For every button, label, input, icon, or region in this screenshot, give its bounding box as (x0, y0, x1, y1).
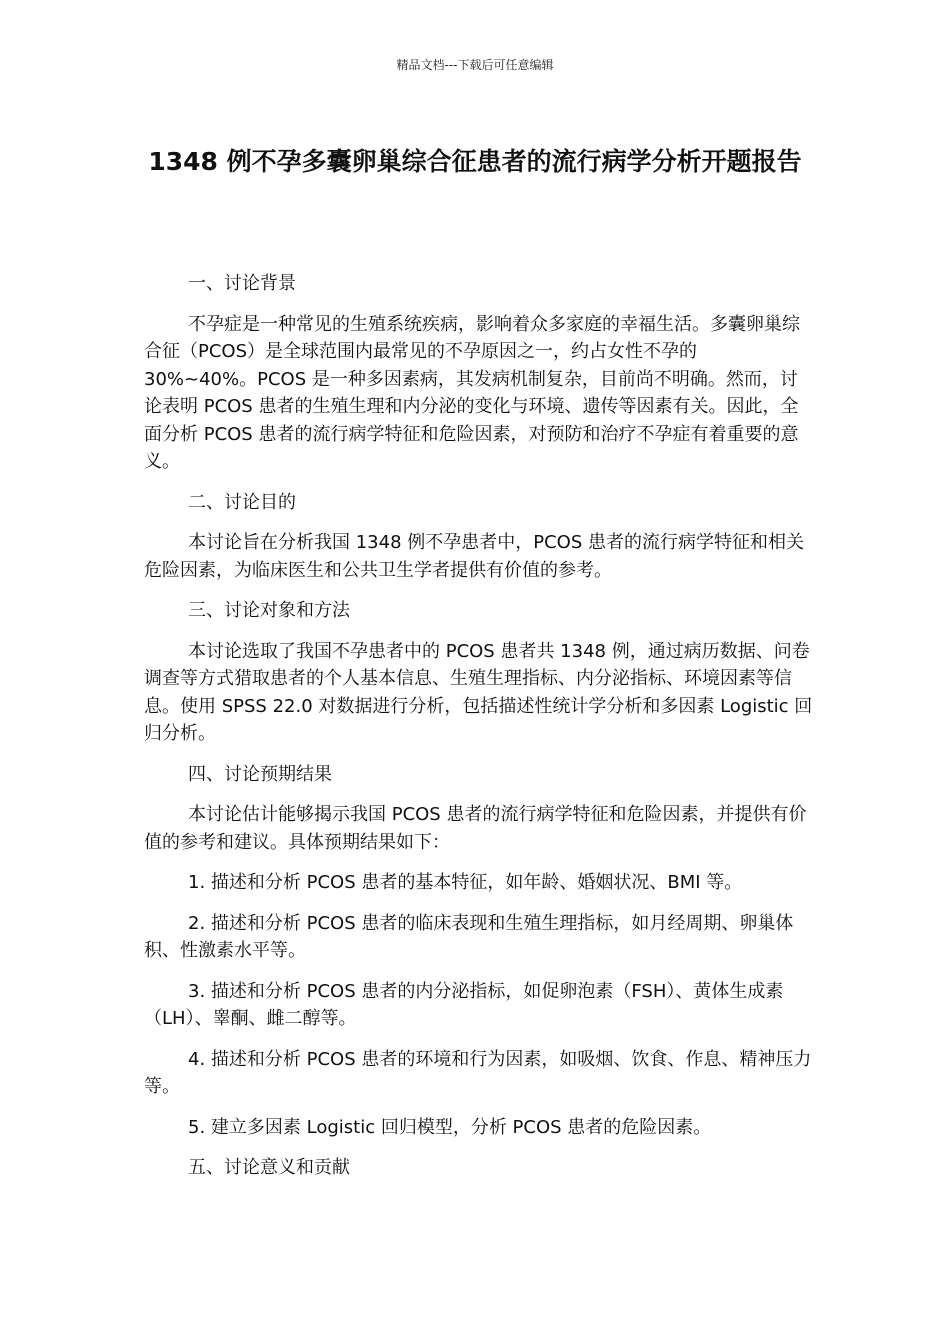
document-body (144, 270, 814, 1195)
body-paragraph: 本讨论旨在分析我国 1348 例不孕患者中，PCOS 患者的流行病学特征和相关危险因素，为临床医生和公共卫生学者提供有价值的参考。 (144, 532, 804, 581)
section-heading: 五、讨论意义和贡献 (188, 1157, 350, 1178)
document-title: 1348 例不孕多囊卵巢综合征患者的流行病学分析开题报告 (148, 147, 802, 176)
list-item: 1. 描述和分析 PCOS 患者的基本特征，如年龄、婚姻状况、BMI 等。 (188, 872, 743, 893)
section-heading: 四、讨论预期结果 (188, 763, 332, 785)
body-paragraph: 本讨论选取了我国不孕患者中的 PCOS 患者共 1348 例，通过病历数据、问卷调查等方式猎取患者的个人基本信息、生殖生理指标、内分泌指标、环境因素等信息。使用 SPSS 22.0 对数据进行分析，包括描述性统计学分析和多因素 Logistic 回归分析。 (144, 640, 813, 744)
list-item: 3. 描述和分析 PCOS 患者的内分泌指标，如促卵泡素（FSH）、黄体生成素（LH）、睾酮、雌二醇等。 (144, 980, 784, 1029)
section-heading: 二、讨论目的 (188, 491, 296, 513)
section-heading: 一、讨论背景 (188, 273, 296, 294)
list-item: 2. 描述和分析 PCOS 患者的临床表现和生殖生理指标，如月经周期、卵巢体积、性激素水平等。 (144, 912, 794, 961)
page-header: 精品文档---下载后可任意编辑 (396, 58, 554, 72)
body-paragraph: 不孕症是一种常见的生殖系统疾病，影响着众多家庭的幸福生活。多囊卵巢综合征（PCOS）是全球范围内最常见的不孕原因之一，约占女性不孕的 30%~40%。PCOS 是一种多因素病，其发病机制复杂，目前尚不明确。然而，讨论表明 PCOS 患者的生殖生理和内分泌的变化与环境、遗传等因素有关。因此，全面分析 PCOS 患者的流行病学特征和危险因素，对预防和治疗不孕症有着重要的意义。 (144, 313, 800, 472)
list-item: 5. 建立多因素 Logistic 回归模型，分析 PCOS 患者的危险因素。 (188, 1116, 712, 1138)
section-heading: 三、讨论对象和方法 (188, 600, 350, 621)
body-paragraph: 本讨论估计能够揭示我国 PCOS 患者的流行病学特征和危险因素，并提供有价值的参考和建议。具体预期结果如下： (144, 804, 807, 853)
list-item: 4. 描述和分析 PCOS 患者的环境和行为因素，如吸烟、饮食、作息、精神压力等。 (144, 1048, 812, 1097)
